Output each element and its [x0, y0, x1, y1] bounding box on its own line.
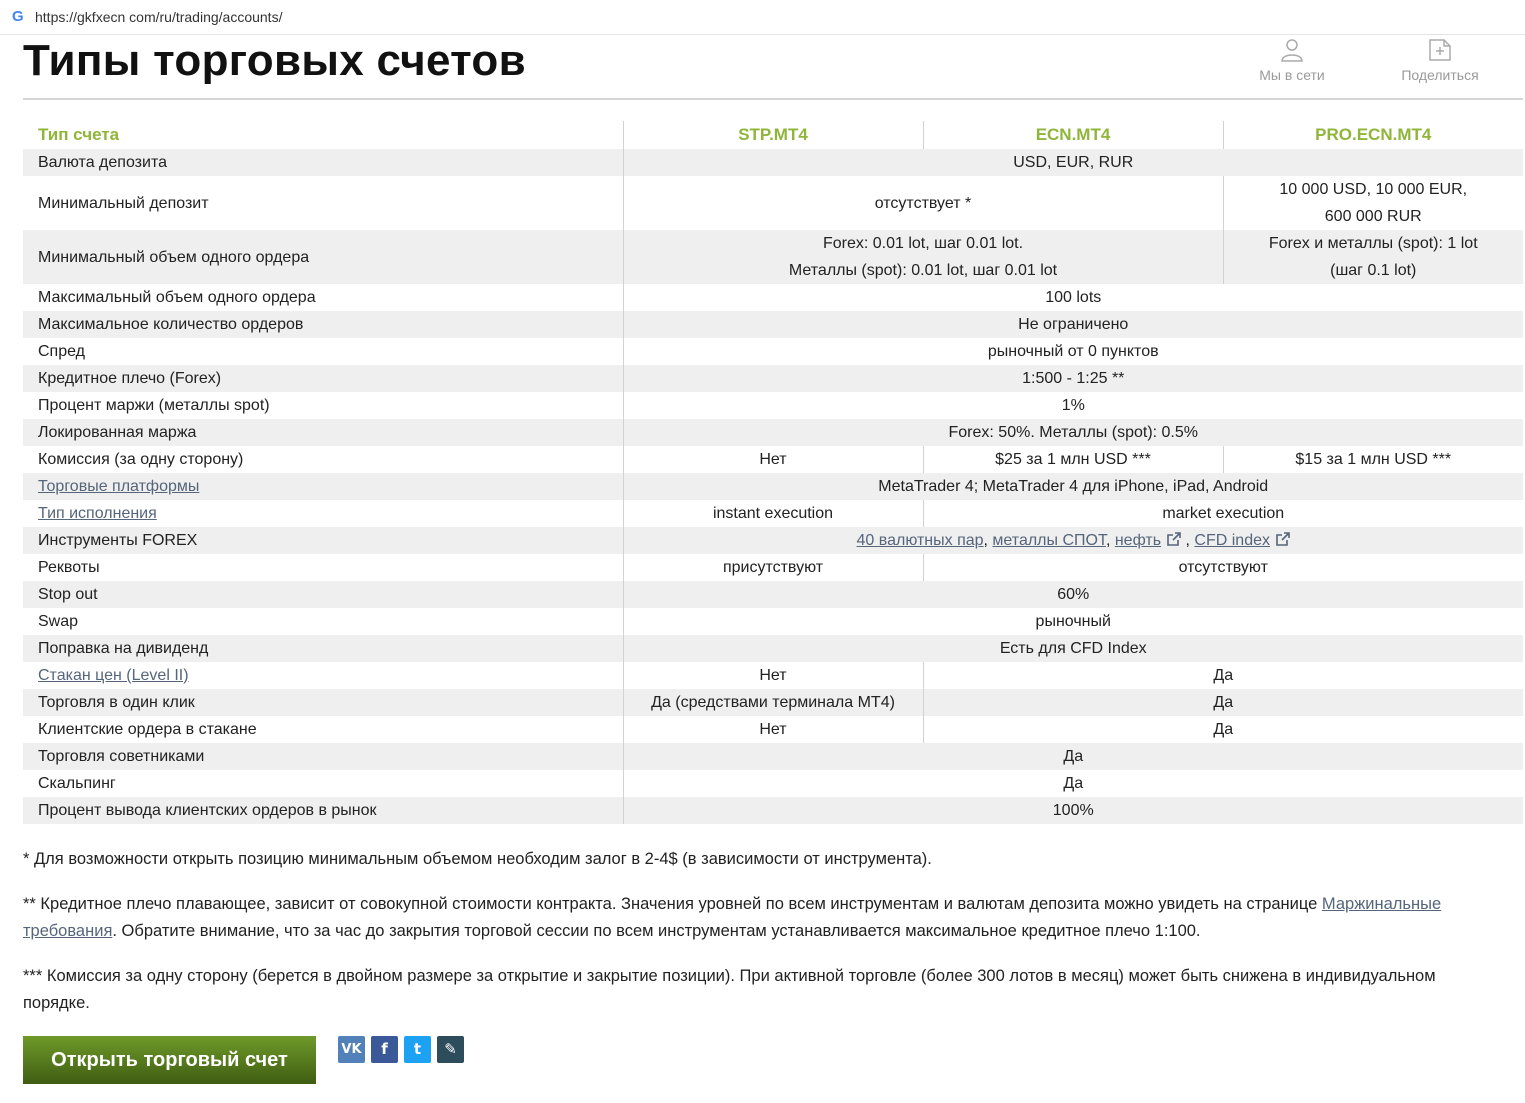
table-row	[23, 743, 1523, 770]
currency-pairs-link[interactable]: 40 валютных пар	[856, 531, 984, 549]
header-pro-ecn-mt4: PRO.ECN.MT4	[1223, 121, 1523, 149]
row-label: Stop out	[23, 581, 623, 608]
row-value-stp: присутствуют	[623, 554, 923, 581]
row-value: 100 lots	[623, 284, 1523, 311]
share-button[interactable]	[1380, 38, 1500, 83]
row-value-stp: Да (средствами терминала МТ4)	[623, 689, 923, 716]
row-value: рыночный	[623, 608, 1523, 635]
row-label-link-cell	[23, 500, 623, 527]
separator: ,	[1181, 531, 1195, 549]
table-row	[23, 716, 1523, 743]
cfd-index-link[interactable]: CFD index	[1194, 531, 1270, 549]
table-row	[23, 419, 1523, 446]
share-icon	[1428, 38, 1452, 62]
share-label: Поделиться	[1401, 67, 1479, 83]
row-label: Минимальный объем одного ордера	[23, 230, 623, 284]
footnote-text: . Обратите внимание, что за час до закрытия торговой сессии по всем инструментам устанавливается максимальное кредитное плечо 1:100.	[112, 922, 1201, 940]
table-row	[23, 338, 1523, 365]
row-value-pro	[1223, 230, 1523, 284]
row-value-stp: Нет	[623, 716, 923, 743]
table-row	[23, 581, 1523, 608]
online-label: Мы в сети	[1259, 67, 1325, 83]
table-row	[23, 689, 1523, 716]
separator: ,	[1105, 531, 1115, 549]
row-value: отсутствует *	[623, 176, 1223, 230]
header-ecn-mt4: ECN.MT4	[923, 121, 1223, 149]
row-value-pro: $15 за 1 млн USD ***	[1223, 446, 1523, 473]
execution-type-link[interactable]: Тип исполнения	[38, 504, 157, 522]
external-link-icon[interactable]	[1276, 532, 1290, 546]
table-row	[23, 365, 1523, 392]
row-value	[623, 527, 1523, 554]
row-value: рыночный от 0 пунктов	[623, 338, 1523, 365]
metals-spot-link[interactable]: металлы СПОТ	[992, 531, 1106, 549]
row-label: Скальпинг	[38, 774, 116, 792]
row-label: Кредитное плечо (Forex)	[23, 365, 623, 392]
row-label: Максимальное количество ордеров	[23, 311, 623, 338]
livejournal-share-icon[interactable]: ✎	[437, 1036, 464, 1063]
external-link-icon[interactable]	[1167, 532, 1181, 546]
row-value: Да	[623, 743, 1523, 770]
row-label: Спред	[38, 342, 85, 360]
table-row	[23, 473, 1523, 500]
row-value: MetaTrader 4; MetaTrader 4 для iPhone, iPad, Android	[623, 473, 1523, 500]
row-label: Максимальный объем одного ордера	[38, 288, 316, 306]
value-line: Forex: 0.01 lot, шаг 0.01 lot.	[822, 235, 1024, 252]
row-label: Поправка на дивиденд	[23, 635, 623, 662]
row-label: Комиссия (за одну сторону)	[38, 450, 244, 468]
user-icon	[1280, 38, 1304, 62]
header-stp-mt4: STP.MT4	[623, 121, 923, 149]
row-value	[623, 230, 1223, 284]
table-row	[23, 149, 1523, 176]
table-row	[23, 500, 1523, 527]
google-icon: G	[12, 8, 24, 25]
row-label-link-cell	[23, 662, 623, 689]
table-row	[23, 446, 1523, 473]
row-value: Не ограничено	[623, 311, 1523, 338]
row-value-ecn-pro: Да	[923, 716, 1523, 743]
accounts-table	[23, 121, 1523, 824]
table-row	[23, 797, 1523, 824]
row-label: Минимальный депозит	[38, 194, 209, 212]
row-value-pro	[1223, 176, 1523, 230]
row-value-stp: Нет	[623, 446, 923, 473]
table-row	[23, 770, 1523, 797]
row-label: Торговля в один клик	[23, 689, 623, 716]
table-row	[23, 608, 1523, 635]
row-value-ecn: $25 за 1 млн USD ***	[923, 446, 1223, 473]
open-account-button[interactable]: Открыть торговый счет	[23, 1036, 316, 1084]
footnote-text: ** Кредитное плечо плавающее, зависит от совокупной стоимости контракта. Значения уровней по всем инструментам и валютам депозита можно увидеть на странице	[23, 895, 1322, 913]
row-label: Клиентские ордера в стакане	[38, 720, 257, 738]
url-text[interactable]: https://gkfxecn com/ru/trading/accounts/	[35, 9, 283, 25]
row-value-ecn-pro: Да	[923, 662, 1523, 689]
address-bar[interactable]	[0, 0, 1525, 35]
row-value: 1%	[623, 392, 1523, 419]
row-label-link-cell	[23, 473, 623, 500]
row-value-stp: instant execution	[623, 500, 923, 527]
table-row	[23, 311, 1523, 338]
header-account-type: Тип счета	[23, 121, 623, 149]
row-value: 1:500 - 1:25 **	[623, 365, 1523, 392]
row-label: Торговля советниками	[23, 743, 623, 770]
table-header-row	[23, 121, 1523, 149]
table-row	[23, 527, 1523, 554]
table-row	[23, 392, 1523, 419]
row-value: Да	[623, 770, 1523, 797]
value-line: (шаг 0.1 lot)	[1330, 262, 1417, 279]
row-label: Реквоты	[38, 558, 100, 576]
row-label: Локированная маржа	[23, 419, 623, 446]
table-row	[23, 635, 1523, 662]
value-line: 600 000 RUR	[1324, 208, 1422, 225]
vk-share-icon[interactable]: VK	[338, 1036, 365, 1063]
row-value: 100%	[623, 797, 1523, 824]
row-label: Swap	[38, 612, 79, 630]
table-row	[23, 662, 1523, 689]
twitter-share-icon[interactable]: t	[404, 1036, 431, 1063]
table-row	[23, 284, 1523, 311]
row-value: Forex: 50%. Металлы (spot): 0.5%	[623, 419, 1523, 446]
online-button[interactable]	[1232, 38, 1352, 83]
row-label: Инструменты FOREX	[23, 527, 623, 554]
row-value-ecn-pro: Да	[923, 689, 1523, 716]
level2-link[interactable]: Стакан цен (Level II)	[38, 666, 189, 684]
footnote-3: *** Комиссия за одну сторону (берется в двойном размере за открытие и закрытие позиции). При активной торговле (более 300 лотов в месяц) может быть снижена в индивидуальном порядке.	[23, 967, 1436, 1012]
row-value-stp: Нет	[623, 662, 923, 689]
oil-link[interactable]: нефть	[1114, 531, 1162, 549]
row-value-ecn-pro: market execution	[923, 500, 1523, 527]
platforms-link[interactable]: Торговые платформы	[38, 477, 200, 495]
page-title: Типы торговых счетов	[23, 36, 526, 85]
table-row	[23, 230, 1523, 284]
row-label: Процент вывода клиентских ордеров в рынок	[23, 797, 623, 824]
table-row	[23, 176, 1523, 230]
margin-requirements-link[interactable]: Маржинальные требования	[23, 895, 1442, 940]
row-value: 60%	[623, 581, 1523, 608]
value-line: Металлы (spot): 0.01 lot, шаг 0.01 lot	[788, 262, 1058, 279]
header-divider	[23, 98, 1523, 100]
table-row	[23, 554, 1523, 581]
separator: ,	[983, 531, 993, 549]
row-label: Процент маржи (металлы spot)	[38, 396, 270, 414]
facebook-share-icon[interactable]: f	[371, 1036, 398, 1063]
footnote-2	[23, 891, 1493, 945]
footnote-1: * Для возможности открыть позицию минимальным объемом необходим залог в 2-4$ (в зависимости от инструмента).	[23, 850, 932, 868]
row-value: USD, EUR, RUR	[623, 149, 1523, 176]
value-line: 10 000 USD, 10 000 EUR,	[1279, 181, 1468, 198]
row-label: Валюта депозита	[23, 149, 623, 176]
row-value: Есть для CFD Index	[623, 635, 1523, 662]
row-value-ecn-pro: отсутствуют	[923, 554, 1523, 581]
value-line: Forex и металлы (spot): 1 lot	[1268, 235, 1478, 252]
